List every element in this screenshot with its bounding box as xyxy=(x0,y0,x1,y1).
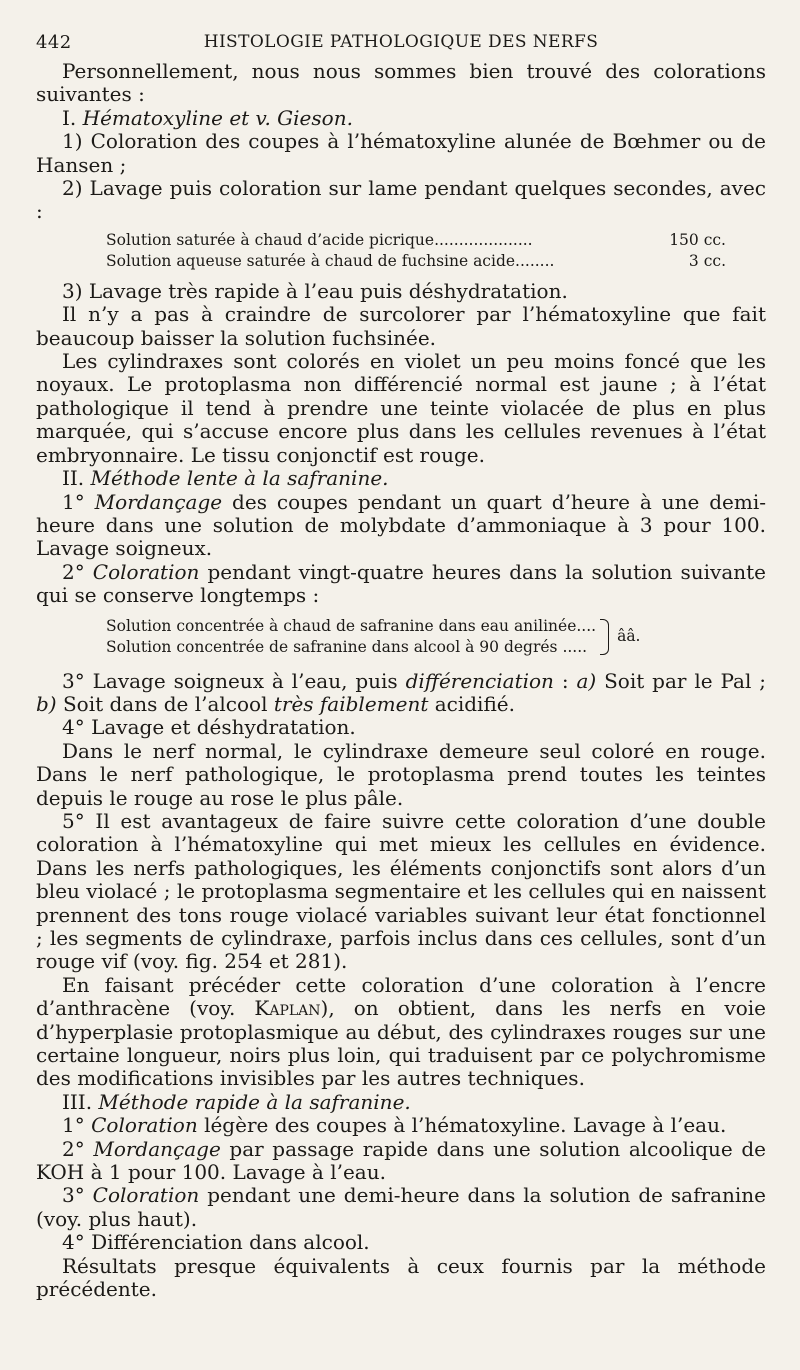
page-header xyxy=(36,26,766,60)
solution-quantity: 3 cc. xyxy=(688,251,726,270)
step-1: 1) Coloration des coupes à l’hématoxyline alunée de Bœhmer ou de Hansen ; xyxy=(36,129,766,177)
step-label: Coloration xyxy=(92,1183,200,1208)
step-1 xyxy=(36,491,766,561)
step-text: par passage rapide dans une solution alcoolique de KOH à 1 pour 100. Lavage à l’eau. xyxy=(36,1136,767,1185)
step-text: pendant une demi-heure dans la solution de safranine (voy. plus haut). xyxy=(36,1183,766,1231)
section-heading-1 xyxy=(36,107,766,130)
paragraph-text: En faisant précéder cette coloration d’une coloration à l’encre d’anthracène (voy. xyxy=(36,972,766,1021)
step-number: 1° xyxy=(62,1113,85,1138)
step-1 xyxy=(36,1114,766,1137)
section-title: Méthode rapide à la safranine. xyxy=(98,1089,411,1114)
step-2 xyxy=(36,1138,766,1185)
brace-icon xyxy=(600,619,609,655)
step-label: Coloration xyxy=(92,559,200,584)
emphasis: très faiblement xyxy=(273,691,429,716)
section-title: Hématoxyline et v. Gieson. xyxy=(82,105,353,130)
section-numeral: II. xyxy=(62,466,85,491)
paragraph-surcolorer: Il n’y a pas à craindre de surcolorer par l’hématoxyline que fait beaucoup baisser la solution fuchsinée. xyxy=(36,302,766,350)
step-5: 5° Il est avantageux de faire suivre cette coloration d’une double coloration à l’hématoxyline qui met mieux les cellules en évidence. Dans les nerfs pathologiques, les éléments conjonctifs sont alors d’un bleu violacé ; le protoplasma segmentaire et les cellules qui en naissent prennent des tons rouge violacé variables suivant leur état fonctionnel ; les segments de cylindraxe, parfois inclus dans ces cellules, sont d’un rouge vif (voy. fig. 254 et 281). xyxy=(36,808,766,974)
step-3: 3) Lavage très rapide à l’eau puis déshydratation. xyxy=(62,278,568,303)
brace-label: ââ. xyxy=(617,627,641,646)
step-text: Soit par le Pal ; xyxy=(596,668,766,693)
step-text: pendant vingt-quatre heures dans la solution suivante qui se conserve longtemps : xyxy=(36,559,766,608)
step-text: : xyxy=(553,668,577,693)
step-text: des coupes pendant un quart d’heure à une demi-heure dans une solution de molybdate d’ammoniaque à 3 pour 100. Lavage soigneux. xyxy=(36,489,766,561)
paragraph-text: ), on obtient, dans les nerfs en voie d’hyperplasie protoplasmique au début, des cylindraxes rouges sur une certaine longueur, noirs plus loin, qui traduisent par ce polychromisme des modifications invisibles par les autres techniques. xyxy=(36,996,767,1091)
solution-row xyxy=(106,251,726,272)
paragraph-cylindraxes: Les cylindraxes sont colorés en violet un peu moins foncé que les noyaux. Le protoplasma non différencié normal est jaune ; à l’état pathologique il tend à prendre une teinte violacée de plus en plus marquée, qui s’accuse encore plus dans les cellules revenues à l’état embryonnaire. Le tissu conjonctif est rouge. xyxy=(36,349,766,467)
step-3 xyxy=(36,1184,766,1231)
solution-name: Solution saturée à chaud d’acide picrique.................... xyxy=(106,230,533,249)
solution-table-2 xyxy=(106,616,766,658)
option-marker: a) xyxy=(576,668,597,693)
step-text: acidifié. xyxy=(428,691,515,716)
solution-table-1 xyxy=(106,230,726,272)
solution-lines xyxy=(106,616,596,658)
step-number: 2° xyxy=(62,1136,85,1161)
step-number: 3° xyxy=(62,1183,85,1208)
section-numeral: III. xyxy=(62,1089,93,1114)
paragraph-resultats: Résultats presque équivalents à ceux fournis par la méthode précédente. xyxy=(36,1253,766,1302)
section-numeral: I. xyxy=(62,105,77,130)
solution-row xyxy=(106,230,726,251)
solution-line: Solution concentrée de safranine dans alcool à 90 degrés ..... xyxy=(106,637,588,656)
solution-name: Solution aqueuse saturée à chaud de fuchsine acide........ xyxy=(106,251,555,270)
author-name: Kaplan xyxy=(254,996,321,1021)
step-label: Coloration xyxy=(91,1113,198,1138)
step-text: Soit dans de l’alcool xyxy=(56,691,274,716)
step-text: légère des coupes à l’hématoxyline. Lavage à l’eau. xyxy=(197,1113,727,1138)
step-4: 4° Différenciation dans alcool. xyxy=(62,1230,370,1255)
section-heading-3 xyxy=(36,1091,766,1114)
step-number: 3° xyxy=(62,668,85,693)
page-body xyxy=(36,60,766,1302)
step-text: Lavage soigneux à l’eau, puis xyxy=(84,668,406,693)
paragraph-anthracene xyxy=(36,974,766,1091)
option-marker: b) xyxy=(36,691,57,716)
solution-line: Solution concentrée à chaud de safranine dans eau anilinée.... xyxy=(106,616,597,635)
step-label: Mordançage xyxy=(94,489,223,514)
step-2 xyxy=(36,561,766,608)
solution-quantity: 150 cc. xyxy=(669,230,726,249)
step-number: 2° xyxy=(62,559,85,584)
step-label: Mordançage xyxy=(93,1136,221,1161)
section-heading-2 xyxy=(36,467,766,490)
step-3 xyxy=(36,670,766,717)
step-4: 4° Lavage et déshydratation. xyxy=(62,715,356,740)
running-title: HISTOLOGIE PATHOLOGIQUE DES NERFS xyxy=(203,32,599,52)
step-2: 2) Lavage puis coloration sur lame pendant quelques secondes, avec : xyxy=(36,176,766,224)
section-title: Méthode lente à la safranine. xyxy=(90,466,389,491)
step-label: différenciation xyxy=(405,668,554,693)
page-number: 442 xyxy=(36,32,72,53)
paragraph-nerf-normal: Dans le nerf normal, le cylindraxe demeure seul coloré en rouge. Dans le nerf pathologique, le protoplasma prend toutes les teintes depuis le rouge au rose le plus pâle. xyxy=(36,738,766,810)
step-number: 1° xyxy=(62,489,85,514)
paragraph-intro: Personnellement, nous nous sommes bien trouvé des colorations suivantes : xyxy=(36,59,766,107)
